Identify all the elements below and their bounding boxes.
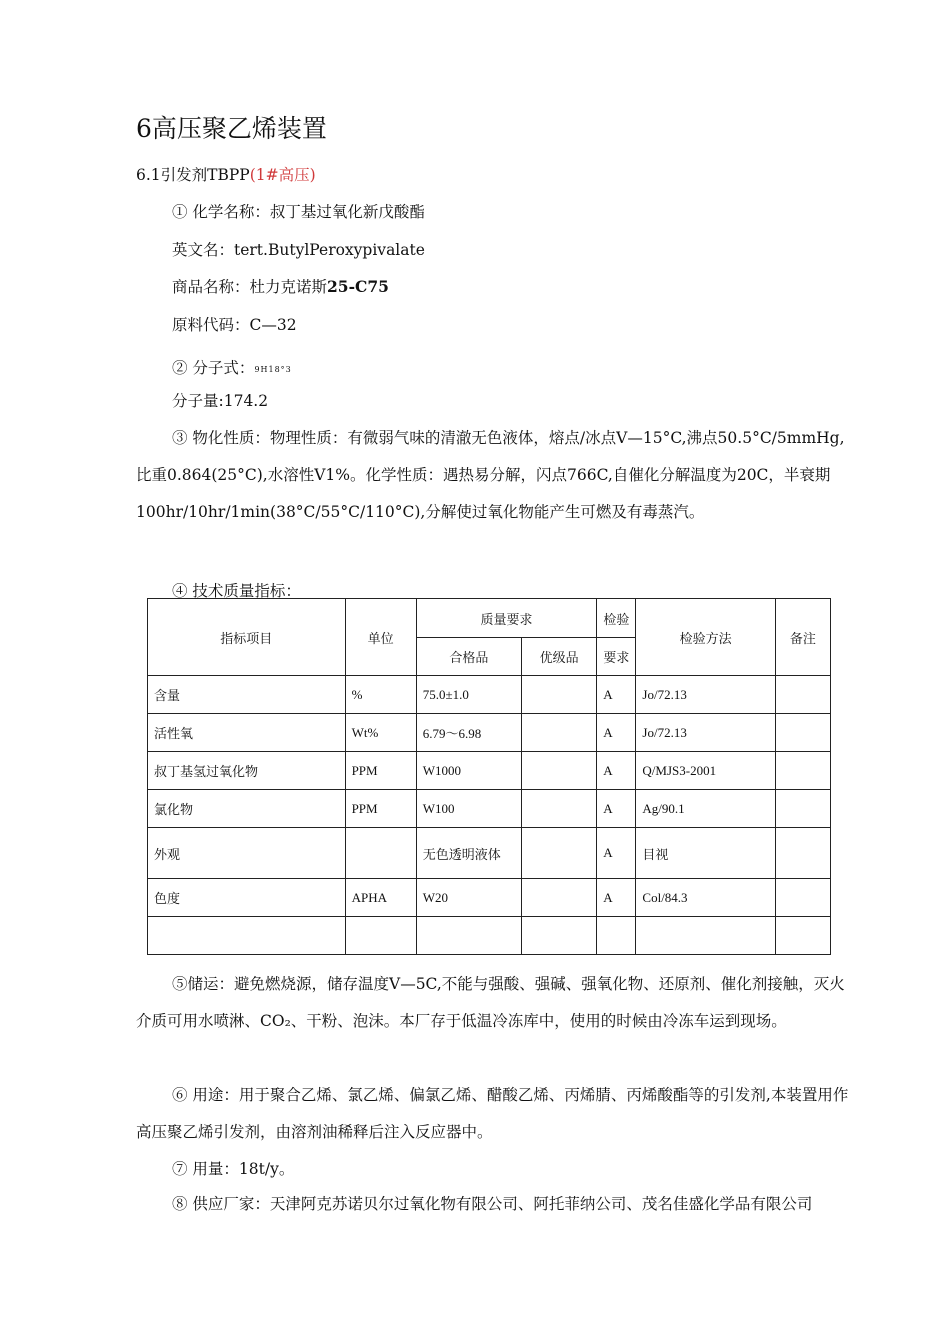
header-qualified: 合格品 — [416, 638, 521, 676]
material-code: 原料代码：C—32 — [172, 316, 297, 334]
cell-method: Jo/72.13 — [636, 676, 775, 714]
header-note: 备注 — [775, 599, 830, 676]
molecular-formula-label: ② 分子式： — [172, 359, 255, 377]
header-inspect-top: 检验 — [597, 599, 636, 638]
cell-item: 外观 — [148, 828, 346, 879]
cell-unit — [345, 917, 416, 955]
header-inspect-bottom: 要求 — [597, 638, 636, 676]
cell-unit: PPM — [345, 752, 416, 790]
section-heading-highlight: (1#高压) — [249, 166, 316, 184]
cell-item: 色度 — [148, 879, 346, 917]
cell-method: 目视 — [636, 828, 775, 879]
cell-item: 活性氧 — [148, 714, 346, 752]
table-row — [148, 917, 831, 955]
physical-chemical-properties: ③ 物化性质：物理性质：有微弱气味的清澈无色液体，熔点/冰点V—15°C,沸点50.5°C/5mmHg,比重0.864(25°C),水溶性V1%。化学性质：遇热易分解，闪点766C,自催化分解温度为20C，半衰期100hr/10hr/1min(38°C/55°C/110°C),分解使过氧化物能产生可燃及有毒蒸汽。 — [136, 429, 845, 521]
cell-qualified: 6.79〜6.98 — [416, 714, 521, 752]
cell-qualified — [416, 917, 521, 955]
cell-excellent — [522, 676, 597, 714]
cell-qualified: W20 — [416, 879, 521, 917]
header-excellent: 优级品 — [522, 638, 597, 676]
page-title: 6高压聚乙烯装置 — [136, 114, 327, 143]
cell-excellent — [522, 828, 597, 879]
section-heading — [136, 164, 316, 186]
storage-transport: ⑤储运：避免燃烧源，储存温度V—5C,不能与强酸、强碱、强氧化物、还原剂、催化剂接触，灭火介质可用水喷淋、CO₂、干粉、泡沫。本厂存于低温冷冻库中，使用的时候由冷冻车运到现场。 — [136, 975, 845, 1030]
cell-excellent — [522, 917, 597, 955]
usage: ⑥ 用途：用于聚合乙烯、氯乙烯、偏氯乙烯、醋酸乙烯、丙烯腈、丙烯酸酯等的引发剂,本装置用作高压聚乙烯引发剂，由溶剂油稀释后注入反应器中。 — [136, 1086, 849, 1141]
english-name: 英文名：tert.ButylPeroxypivalate — [172, 241, 425, 259]
cell-item: 氯化物 — [148, 790, 346, 828]
table-row — [148, 879, 831, 917]
cell-unit — [345, 828, 416, 879]
cell-req: A — [597, 879, 636, 917]
cell-req: A — [597, 828, 636, 879]
cell-method — [636, 917, 775, 955]
cell-qualified: W100 — [416, 790, 521, 828]
cell-method: Q/MJS3-2001 — [636, 752, 775, 790]
cell-unit: APHA — [345, 879, 416, 917]
molecular-formula-value: 9H18°3 — [254, 365, 292, 374]
cell-note — [775, 790, 830, 828]
header-method: 检验方法 — [636, 599, 775, 676]
table-row — [148, 828, 831, 879]
cell-qualified: 无色透明液体 — [416, 828, 521, 879]
cell-req: A — [597, 752, 636, 790]
cell-qualified: 75.0±1.0 — [416, 676, 521, 714]
cell-method: Col/84.3 — [636, 879, 775, 917]
cell-req: A — [597, 676, 636, 714]
cell-item: 叔丁基氢过氧化物 — [148, 752, 346, 790]
cell-excellent — [522, 714, 597, 752]
header-quality: 质量要求 — [416, 599, 597, 638]
table-row — [148, 714, 831, 752]
molecular-formula — [172, 357, 292, 381]
header-unit: 单位 — [345, 599, 416, 676]
quality-spec-label: ④ 技术质量指标： — [172, 582, 301, 600]
trade-name-label: 商品名称：杜力克诺斯 — [172, 278, 328, 296]
cell-excellent — [522, 790, 597, 828]
cell-note — [775, 917, 830, 955]
table-row — [148, 790, 831, 828]
cell-item — [148, 917, 346, 955]
cell-note — [775, 752, 830, 790]
trade-name-value: 25-C75 — [327, 277, 389, 296]
cell-req: A — [597, 714, 636, 752]
cell-item: 含量 — [148, 676, 346, 714]
cell-method: Ag/90.1 — [636, 790, 775, 828]
suppliers: ⑧ 供应厂家：天津阿克苏诺贝尔过氧化物有限公司、阿托菲纳公司、茂名佳盛化学品有限公司 — [172, 1195, 813, 1213]
cell-qualified: W1000 — [416, 752, 521, 790]
cell-excellent — [522, 752, 597, 790]
cell-req: A — [597, 790, 636, 828]
cell-method: Jo/72.13 — [636, 714, 775, 752]
section-heading-text: 6.1引发剂TBPP — [136, 166, 250, 184]
quality-spec-table — [147, 598, 831, 955]
cell-req — [597, 917, 636, 955]
molar-mass: 分子量:174.2 — [172, 392, 269, 410]
cell-unit: % — [345, 676, 416, 714]
cell-note — [775, 828, 830, 879]
cell-note — [775, 676, 830, 714]
cell-excellent — [522, 879, 597, 917]
header-item: 指标项目 — [148, 599, 346, 676]
cell-note — [775, 714, 830, 752]
consumption: ⑦ 用量：18t/y。 — [172, 1160, 295, 1178]
cell-unit: Wt% — [345, 714, 416, 752]
cell-note — [775, 879, 830, 917]
table-row — [148, 676, 831, 714]
table-row — [148, 752, 831, 790]
cell-unit: PPM — [345, 790, 416, 828]
chemical-name: ① 化学名称：叔丁基过氧化新戊酸酯 — [172, 203, 425, 221]
trade-name — [172, 276, 389, 298]
